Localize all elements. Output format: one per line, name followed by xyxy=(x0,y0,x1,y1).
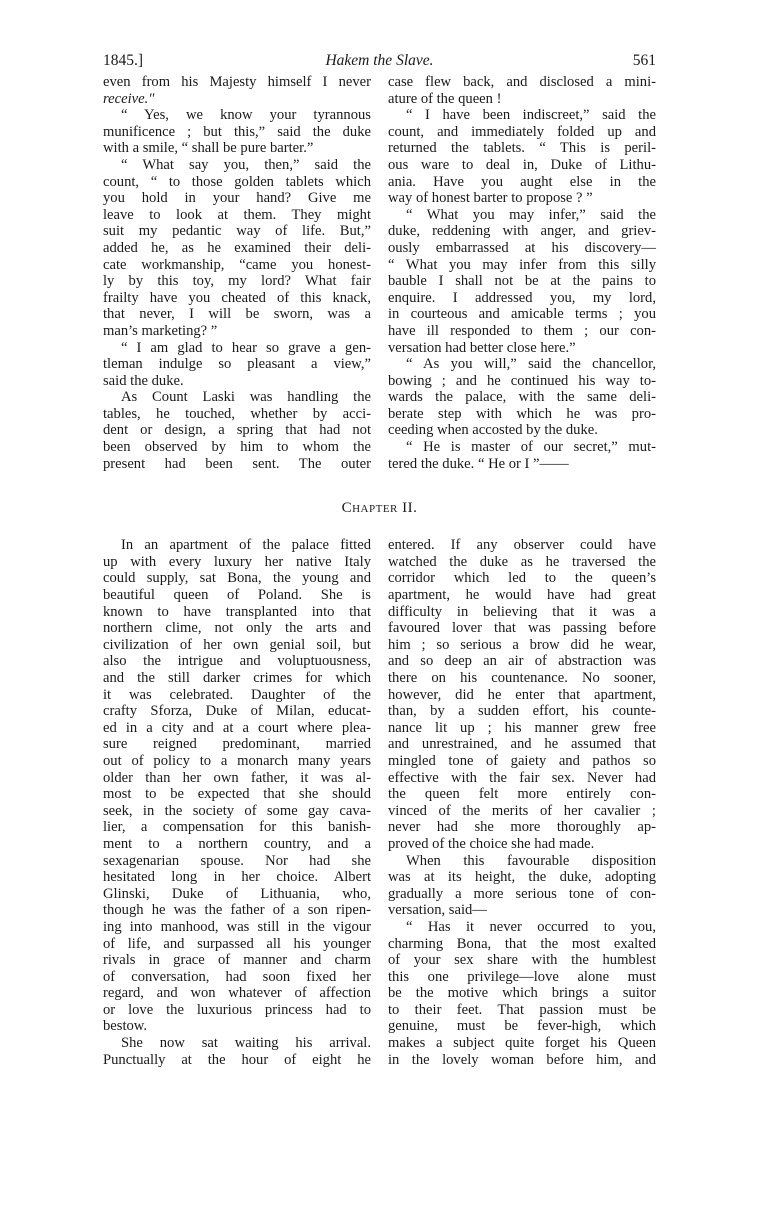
text-line: hesitated long in her choice. Albert xyxy=(103,869,371,886)
text-line: genuine, must be fever-high, which xyxy=(388,1018,656,1035)
text-line: this one privilege—love alone must xyxy=(388,968,656,985)
text-line: northern clime, not only the arts and xyxy=(103,620,371,637)
text-line: crafty Sforza, Duke of Milan, educat- xyxy=(103,703,371,720)
text-line: older than her own father, it was al- xyxy=(103,769,371,786)
paragraph xyxy=(103,340,371,390)
text-line: bestow. xyxy=(103,1018,148,1035)
text-line: count, “ to those golden tablets which xyxy=(103,173,371,190)
text-line: berate step with which he was pro- xyxy=(388,405,656,422)
text-line: of conversation, had soon fixed her xyxy=(103,968,371,985)
text-line: As Count Laski was handling the xyxy=(121,389,371,406)
text-line: tables, he touched, whether by acci- xyxy=(103,405,371,422)
text-line: case flew back, and disclosed a mini- xyxy=(388,74,656,90)
text-line: dent or design, a spring that had not xyxy=(103,422,371,439)
text-line: When this favourable disposition xyxy=(406,852,656,869)
text-line: most to be expected that she should xyxy=(103,786,371,803)
text-line: be the motive which brings a suitor xyxy=(388,985,656,1002)
text-line: watched the duke as he traversed the xyxy=(388,553,656,570)
text-line: apartment, he would have had great xyxy=(388,587,656,604)
text-line: civilization of her own genial soil, but xyxy=(103,636,371,653)
text-line: it was celebrated. Daughter of the xyxy=(103,686,371,703)
text-line: beautiful queen of Poland. She is xyxy=(103,587,371,604)
text-line: receive." xyxy=(103,90,155,107)
text-line: ously embarrassed at his discovery— xyxy=(388,239,656,256)
text-line: favoured lover that was passing before xyxy=(388,620,656,637)
paragraph xyxy=(103,537,371,1035)
text-line: way of honest barter to propose ? ” xyxy=(388,190,593,207)
text-line: lier, a compensation for this banish- xyxy=(103,819,371,836)
text-line: gradually a more serious tone of con- xyxy=(388,885,656,902)
text-line: to their feet. That passion must be xyxy=(388,1001,656,1018)
paragraph xyxy=(388,74,656,107)
text-line: tleman indulge so pleasant a view,” xyxy=(103,356,371,373)
text-line: though he was the father of a son ripen- xyxy=(103,902,371,919)
section-2-columns xyxy=(103,537,656,1068)
text-line: been observed by him to whom the xyxy=(103,439,371,456)
paragraph xyxy=(388,537,656,852)
text-line: Punctually at the hour of eight he xyxy=(103,1051,371,1068)
text-line: seek, in the society of some gay cava- xyxy=(103,802,371,819)
page-number: 561 xyxy=(632,52,656,69)
text-line: “ He is master of our secret,” mut- xyxy=(406,439,656,456)
text-line: “ As you will,” said the chancellor, xyxy=(406,356,656,373)
text-line: could supply, sat Bona, the young and xyxy=(103,570,371,587)
chapter-heading: Chapter II. xyxy=(341,500,418,517)
running-head xyxy=(103,52,656,74)
text-line: makes a subject quite forget his Queen xyxy=(388,1035,656,1052)
text-line: suit my pedantic way of life. But,” xyxy=(103,223,371,240)
text-line: Glinski, Duke of Lithuania, who, xyxy=(103,885,371,902)
text-line: man’s marketing? ” xyxy=(103,322,218,339)
text-line: difficulty in believing that it was a xyxy=(388,603,656,620)
text-line: “ I am glad to hear so grave a gen- xyxy=(121,339,371,356)
text-line: have ill responded to them ; our con- xyxy=(388,322,656,339)
text-line: or love the luxurious princess had to xyxy=(103,1001,371,1018)
text-line: proved of the choice she had made. xyxy=(388,835,595,852)
text-line: “ What you may infer,” said the xyxy=(406,206,656,223)
text-line: ed in a city and at a court where plea- xyxy=(103,719,371,736)
text-line: cate workmanship, “came you honest- xyxy=(103,256,371,273)
paragraph xyxy=(388,853,656,919)
text-line: sure reigned predominant, married xyxy=(103,736,371,753)
text-line: than, by a sudden effort, his counte- xyxy=(388,703,656,720)
text-line: the queen felt more entirely con- xyxy=(388,786,656,803)
text-line: and unrestrained, and he assumed that xyxy=(388,736,656,753)
paragraph xyxy=(103,389,371,472)
text-line: never had she more thoroughly ap- xyxy=(388,819,656,836)
text-line: in courteous and amicable terms ; you xyxy=(388,306,656,323)
text-line: “ I have been indiscreet,” said the xyxy=(406,107,656,124)
text-line: returned the tablets. “ This is peril- xyxy=(388,140,656,157)
paragraph xyxy=(103,157,371,340)
text-line: She now sat waiting his arrival. xyxy=(121,1035,371,1052)
text-line: “ What say you, then,” said the xyxy=(121,156,371,173)
text-line: vinced of the merits of her cavalier ; xyxy=(388,802,656,819)
paragraph xyxy=(388,107,656,207)
text-line: nance lit up ; his manner grew free xyxy=(388,719,656,736)
header-year: 1845.] xyxy=(103,52,144,69)
paragraph xyxy=(388,919,656,1068)
text-line: in the lovely woman before him, and xyxy=(388,1051,656,1068)
text-line: munificence ; but this,” said the duke xyxy=(103,123,371,140)
left-column xyxy=(103,537,371,1068)
text-line: ly by this toy, my lord? What fair xyxy=(103,273,371,290)
text-line: enquire. I addressed you, my lord, xyxy=(388,289,656,306)
text-line: tered the duke. “ He or I ”—— xyxy=(388,455,569,472)
paragraph xyxy=(103,107,371,157)
text-line: was at its height, the duke, adopting xyxy=(388,869,656,886)
text-line: duke, reddening with anger, and griev- xyxy=(388,223,656,240)
text-line: effective with the fair sex. Never had xyxy=(388,769,656,786)
text-line: ceeding when accosted by the duke. xyxy=(388,422,598,439)
paragraph xyxy=(388,356,656,439)
text-line: that never, I will be sworn, was a xyxy=(103,306,371,323)
text-line: frailty have you cheated of this knack, xyxy=(103,289,371,306)
text-line: “ Yes, we know your tyrannous xyxy=(121,107,371,124)
text-line: count, and immediately folded up and xyxy=(388,123,656,140)
paragraph xyxy=(388,439,656,472)
right-column xyxy=(388,537,656,1068)
text-line: ment to a northern country, and a xyxy=(103,835,371,852)
paragraph xyxy=(103,74,371,107)
text-line: leave to look at them. They might xyxy=(103,206,371,223)
text-line: with a smile, “ shall be pure barter.” xyxy=(103,140,314,157)
text-line: and the still darker crimes for which xyxy=(103,670,371,686)
text-line: also the intrigue and voluptuousness, xyxy=(103,653,371,670)
left-column xyxy=(103,74,371,472)
text-line: regard, and won whatever of affection xyxy=(103,985,371,1002)
text-line: corridor which led to the queen’s xyxy=(388,570,656,587)
text-line: of life, and surpassed all his younger xyxy=(103,935,371,952)
text-line: versation had better close here.” xyxy=(388,339,576,356)
text-line: out of policy to a monarch many years xyxy=(103,752,371,769)
text-line: there on his countenance. No sooner, xyxy=(388,670,656,686)
text-line: rivals in grace of manner and charm xyxy=(103,952,371,969)
text-line: present had been sent. The outer xyxy=(103,455,371,472)
text-line: ing into manhood, was still in the vigour xyxy=(103,918,371,935)
text-line: entered. If any observer could have xyxy=(388,537,656,554)
text-line: him ; so serious a brow did he wear, xyxy=(388,636,656,653)
text-line: bauble I shall not be at the pains to xyxy=(388,273,656,290)
text-line: “ Has it never occurred to you, xyxy=(406,918,656,935)
text-line: wards the palace, with the same deli- xyxy=(388,389,656,406)
text-line: ous ware to deal in, Duke of Lithu- xyxy=(388,156,656,173)
text-line: you hold in your hand? Give me xyxy=(103,190,371,207)
text-line: however, did he enter that apartment, xyxy=(388,686,656,703)
text-line: and so deep an air of abstraction was xyxy=(388,653,656,670)
text-line: even from his Majesty himself I never xyxy=(103,74,371,90)
text-line: added he, as he examined their deli- xyxy=(103,239,371,256)
text-line: In an apartment of the palace fitted xyxy=(121,537,371,554)
text-line: charming Bona, that the most exalted xyxy=(388,935,656,952)
text-line: sexagenarian spouse. Nor had she xyxy=(103,852,371,869)
text-line: ania. Have you aught else in the xyxy=(388,173,656,190)
paragraph xyxy=(388,207,656,356)
section-1-columns xyxy=(103,74,656,472)
text-line: of your sex share with the humblest xyxy=(388,952,656,969)
text-line: mingled tone of gaiety and pathos so xyxy=(388,752,656,769)
book-page xyxy=(103,52,656,1068)
text-line: bowing ; and he continued his way to- xyxy=(388,372,656,389)
text-line: “ What you may infer from this silly xyxy=(388,256,656,273)
text-line: known to have transplanted into that xyxy=(103,603,371,620)
text-line: up with every luxury her native Italy xyxy=(103,553,371,570)
text-line: ature of the queen ! xyxy=(388,90,502,107)
right-column xyxy=(388,74,656,472)
paragraph xyxy=(103,1035,371,1068)
header-title: Hakem the Slave. xyxy=(325,52,434,69)
text-line: said the duke. xyxy=(103,372,184,389)
text-line: versation, said— xyxy=(388,902,487,919)
